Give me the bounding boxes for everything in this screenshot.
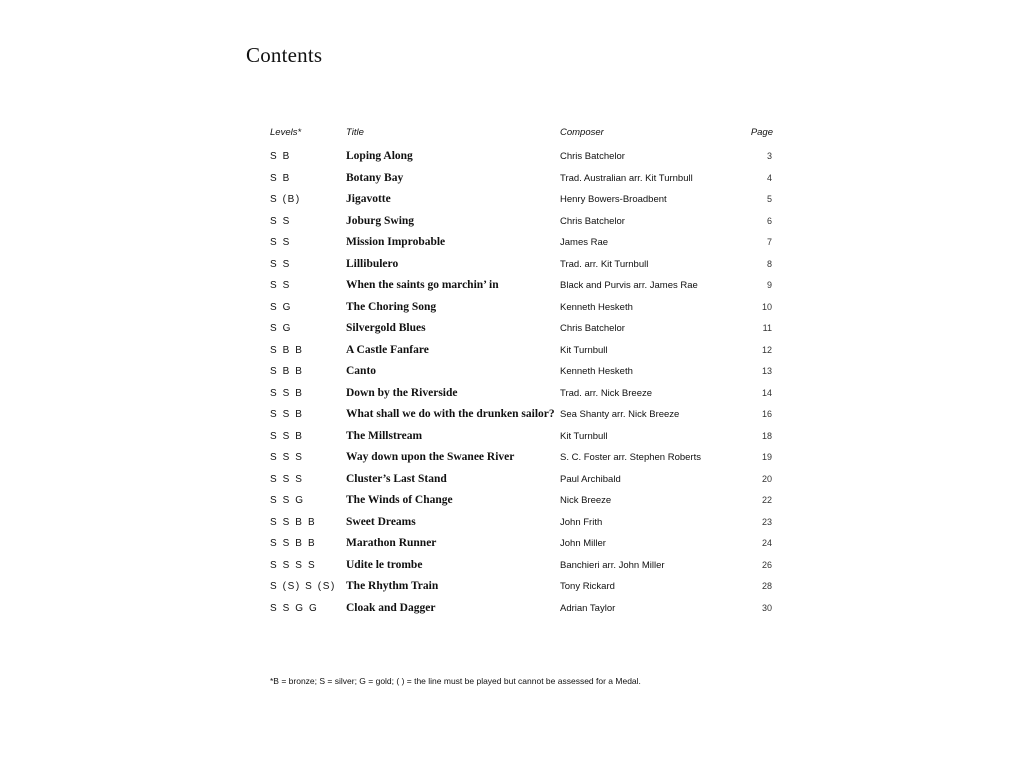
contents-row [0,556,1024,578]
row-title: The Millstream [346,429,423,442]
contents-row [0,577,1024,599]
row-page: 9 [766,280,772,290]
row-composer: Nick Breeze [560,495,612,506]
row-composer: Kenneth Hesketh [560,301,633,313]
row-title: Down by the Riverside [346,386,458,399]
header-levels: Levels* [270,127,302,138]
row-composer: Black and Purvis arr. James Rae [560,280,698,291]
row-title: Loping Along [346,150,413,162]
row-composer: James Rae [560,237,609,248]
row-page: 10 [761,301,772,312]
row-page: 22 [761,495,772,505]
row-levels: S S B B [270,538,317,549]
row-levels: S S G G [270,602,319,614]
contents-row [0,212,1024,234]
row-composer: Banchieri arr. John Miller [560,559,665,571]
row-page: 13 [761,366,772,376]
row-page: 28 [761,581,772,591]
row-levels: S G [270,323,293,334]
contents-list [0,147,1024,620]
row-page: 6 [766,215,772,226]
row-page: 4 [766,172,772,183]
header-page: Page [750,127,773,138]
row-levels: S G [270,301,293,313]
contents-row [0,233,1024,255]
contents-row [0,534,1024,556]
contents-row [0,384,1024,406]
row-page: 19 [761,452,772,462]
contents-row [0,319,1024,341]
row-levels: S (B) [270,194,301,205]
row-composer: Adrian Taylor [560,602,616,614]
row-composer: S. C. Foster arr. Stephen Roberts [560,452,701,463]
row-page: 14 [761,387,772,398]
contents-row [0,599,1024,621]
contents-row [0,470,1024,492]
footnote: *B = bronze; S = silver; G = gold; ( ) = the line must be played but cannot be assessed for a Medal. [270,676,641,686]
row-title: Way down upon the Swanee River [346,451,515,463]
contents-row [0,147,1024,169]
row-levels: S S B [270,409,304,420]
row-page: 18 [761,430,772,441]
contents-row [0,362,1024,384]
row-page: 30 [761,602,772,613]
contents-row [0,341,1024,363]
row-title: A Castle Fanfare [346,343,429,356]
row-title: Lillibulero [346,257,399,270]
row-page: 26 [761,559,772,570]
contents-row [0,448,1024,470]
row-title: The Rhythm Train [346,580,439,592]
row-page: 23 [761,516,772,527]
row-levels: S B [270,151,291,162]
contents-row [0,491,1024,513]
row-title: Jigavotte [346,193,391,205]
row-title: Botany Bay [346,171,404,184]
row-composer: Kit Turnbull [560,430,608,442]
row-page: 12 [761,344,772,355]
row-page: 3 [766,151,772,161]
row-composer: John Frith [560,516,603,528]
row-levels: S S [270,215,291,227]
row-composer: Chris Batchelor [560,215,625,227]
contents-row [0,405,1024,427]
row-levels: S S S [270,452,304,463]
row-page: 11 [762,323,772,333]
row-title: Marathon Runner [346,537,437,549]
row-levels: S S S [270,473,304,485]
row-title: The Winds of Change [346,494,453,506]
row-composer: Paul Archibald [560,473,621,485]
contents-row [0,169,1024,191]
table-header [0,127,1024,143]
row-levels: S S G [270,495,305,506]
row-levels: S S B [270,387,304,399]
row-levels: S S B B [270,516,317,528]
row-levels: S B B [270,366,304,377]
contents-row [0,513,1024,535]
row-composer: Trad. arr. Nick Breeze [560,387,653,399]
row-composer: Kit Turnbull [560,344,608,356]
row-page: 5 [766,194,772,204]
contents-row [0,276,1024,298]
row-levels: S S [270,258,291,270]
row-composer: Chris Batchelor [560,151,625,162]
contents-row [0,298,1024,320]
row-composer: Tony Rickard [560,581,615,592]
row-composer: Sea Shanty arr. Nick Breeze [560,409,680,420]
row-title: Sweet Dreams [346,515,416,528]
row-page: 8 [766,258,772,269]
row-levels: S S [270,280,291,291]
row-composer: Kenneth Hesketh [560,366,633,377]
row-levels: S B B [270,344,304,356]
contents-row [0,255,1024,277]
header-title: Title [346,127,364,138]
row-page: 24 [761,538,772,548]
row-levels: S S B [270,430,304,442]
row-page: 16 [761,409,772,419]
row-title: Cluster’s Last Stand [346,472,447,485]
row-title: When the saints go marchin’ in [346,279,499,291]
page-title: Contents [246,43,323,67]
row-composer: Henry Bowers-Broadbent [560,194,667,205]
row-title: Silvergold Blues [346,322,426,334]
contents-row [0,190,1024,212]
row-levels: S B [270,172,291,184]
row-levels: S (S) S (S) [270,581,336,592]
row-title: Cloak and Dagger [346,601,436,614]
row-composer: Chris Batchelor [560,323,625,334]
row-title: What shall we do with the drunken sailor? [346,408,555,420]
row-levels: S S S S [270,559,317,571]
row-composer: John Miller [560,538,606,549]
header-composer: Composer [560,127,604,138]
row-composer: Trad. arr. Kit Turnbull [560,258,649,270]
row-title: Joburg Swing [346,214,415,227]
row-levels: S S [270,237,291,248]
row-title: Udite le trombe [346,558,423,571]
row-page: 7 [766,237,772,247]
row-page: 20 [761,473,772,484]
row-title: Canto [346,365,377,377]
row-title: The Choring Song [346,300,437,313]
contents-row [0,427,1024,449]
row-composer: Trad. Australian arr. Kit Turnbull [560,172,693,184]
row-title: Mission Improbable [346,236,446,248]
